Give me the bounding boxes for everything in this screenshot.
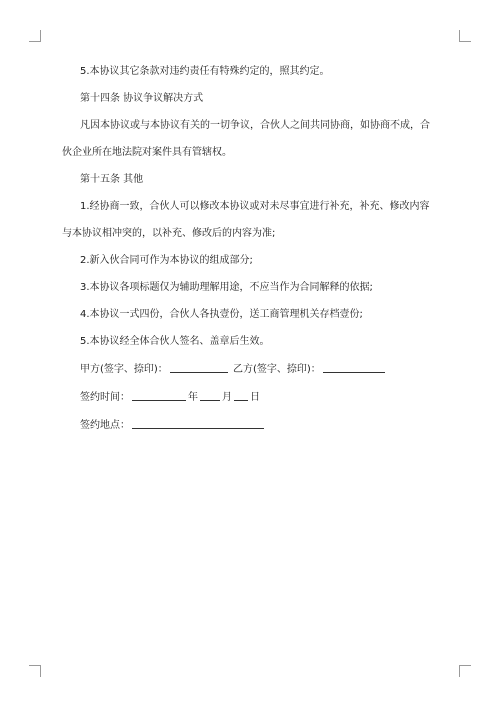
article-14-body-line1: 凡因本协议或与本协议有关的一切争议，合伙人之间共同协商，如协商不成，合 (80, 120, 430, 131)
article-15-item5: 5.本协议经全体合伙人签名、盖章后生效。 (80, 336, 270, 347)
party-a-label: 甲方(签字、捺印)： (80, 364, 168, 375)
document-body (62, 65, 442, 432)
party-a-signature-blank[interactable] (170, 362, 228, 373)
day-label: 日 (250, 392, 260, 403)
year-label: 年 (188, 392, 198, 403)
signing-place-label: 签约地点： (80, 420, 130, 431)
article-15-item3: 3.本协议各项标题仅为辅助理解用途，不应当作为合同解释的依据; (80, 282, 373, 293)
article-15-heading: 第十五条 其他 (80, 174, 144, 185)
crop-mark-top-right (459, 30, 471, 42)
article-15-item1-line2: 与本协议相冲突的，以补充、修改后的内容为准; (62, 228, 276, 239)
signing-place-row (62, 418, 442, 432)
signature-parties-row (62, 362, 442, 376)
article-14-heading: 第十四条 协议争议解决方式 (80, 93, 204, 104)
day-blank[interactable] (234, 390, 248, 401)
clause-line-5-special-terms: 5.本协议其它条款对违约责任有特殊约定的，照其约定。 (80, 66, 330, 77)
crop-mark-bottom-right (459, 665, 471, 677)
signing-date-row (62, 390, 442, 404)
article-15-item1-line1: 1.经协商一致，合伙人可以修改本协议或对未尽事宜进行补充，补充、修改内容 (80, 201, 430, 212)
signing-date-label: 签约时间： (80, 392, 130, 403)
article-15-item4: 4.本协议一式四份，合伙人各执壹份，送工商管理机关存档壹份; (80, 309, 363, 320)
month-label: 月 (222, 392, 232, 403)
year-blank[interactable] (132, 390, 186, 401)
crop-mark-bottom-left (29, 665, 41, 677)
signing-place-blank[interactable] (132, 418, 264, 429)
article-14-body-line2: 伙企业所在地法院对案件具有管辖权。 (62, 147, 232, 158)
article-15-item2: 2.新入伙合同可作为本协议的组成部分; (80, 255, 253, 266)
crop-mark-top-left (29, 30, 41, 42)
party-b-label: 乙方(签字、捺印)： (233, 364, 321, 375)
party-b-signature-blank[interactable] (323, 362, 385, 373)
month-blank[interactable] (200, 390, 220, 401)
